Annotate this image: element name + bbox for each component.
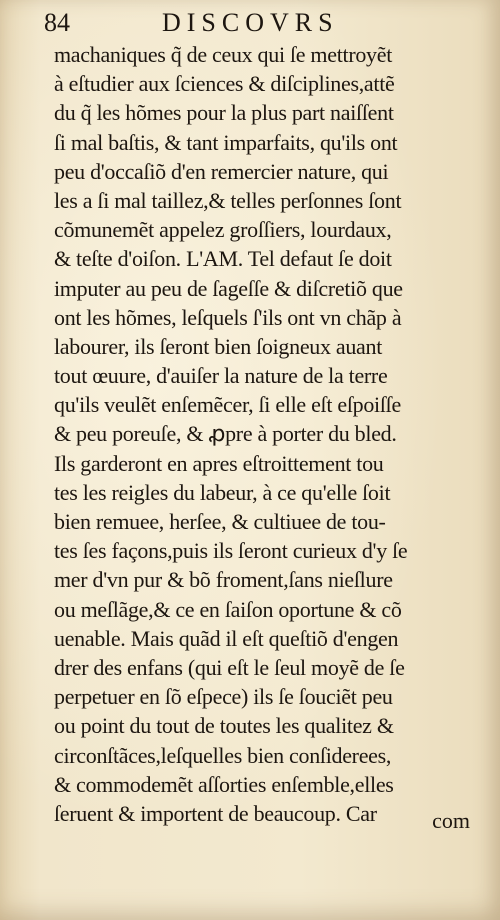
- text-line: tout œuure, d'auiſer la nature de la terre: [54, 363, 388, 389]
- text-line: à eſtudier aux ſciences & diſciplines,attẽ: [54, 71, 395, 97]
- text-line: imputer au peu de ſageſſe & diſcretiõ que: [54, 275, 403, 301]
- text-line: drer des enfans (qui eſt le ſeul moyẽ de ſe: [54, 654, 405, 680]
- text-line: tes les reigles du labeur, à ce qu'elle ſoit: [54, 479, 391, 505]
- text-line: labourer, ils ſeront bien ſoigneux auant: [54, 333, 383, 359]
- text-line: uenable. Mais quãd il eſt queſtiõ d'engen: [54, 625, 399, 651]
- text-line: perpetuer en ſõ eſpece) ils ſe ſouciẽt peu: [54, 684, 393, 710]
- text-line: mer d'vn pur & bõ froment,ſans nieſlure: [54, 567, 393, 593]
- page-header: [44, 6, 464, 42]
- text-line: cõmunemẽt appelez groſſiers, lourdaux,: [54, 217, 392, 243]
- text-line: ou meſlãge,& ce en ſaiſon oportune & cõ: [54, 596, 402, 622]
- text-line: les a ſi mal taillez,& telles perſonnes ſont: [54, 187, 402, 213]
- running-head: DISCOVRS: [162, 8, 339, 37]
- text-line: bien remuee, herſee, & cultiuee de tou-: [54, 509, 386, 534]
- text-line: peu d'occaſiõ d'en remercier nature, qui: [54, 158, 389, 184]
- text-line: ſeruent & importent de beaucoup. Car: [54, 800, 377, 826]
- text-line: qu'ils veulẽt enſemẽcer, ſi elle eſt eſpoiſſe: [54, 392, 401, 418]
- text-line: Ils garderont en apres eſtroittement tou: [54, 450, 384, 476]
- text-line: machaniques q̃ de ceux qui ſe mettroyẽt: [54, 42, 393, 67]
- text-line: du q̃ les hõmes pour la plus part naiſſent: [54, 100, 394, 126]
- text-line: & teſte d'oiſon. L'AM. Tel defaut ſe doit: [54, 246, 392, 272]
- text-line: ont les hõmes, leſquels ſ'ils ont vn chãp à: [54, 304, 402, 330]
- text-line: circonſtãces,leſquelles bien conſiderees,: [54, 742, 392, 768]
- text-line: tes ſes façons,puis ils ſeront curieux d'y ſe: [54, 538, 408, 564]
- text-line: & commodemẽt aſſorties enſemble,elles: [54, 771, 394, 797]
- page-number: 84: [44, 8, 70, 37]
- text-line: & peu poreuſe, & ꝓpre à porter du bled.: [54, 421, 397, 447]
- body-text: [54, 40, 474, 828]
- catchword: com: [432, 808, 470, 833]
- text-line: ſi mal baſtis, & tant imparfaits, qu'ils ont: [54, 129, 398, 155]
- text-line: ou point du tout de toutes les qualitez &: [54, 713, 394, 739]
